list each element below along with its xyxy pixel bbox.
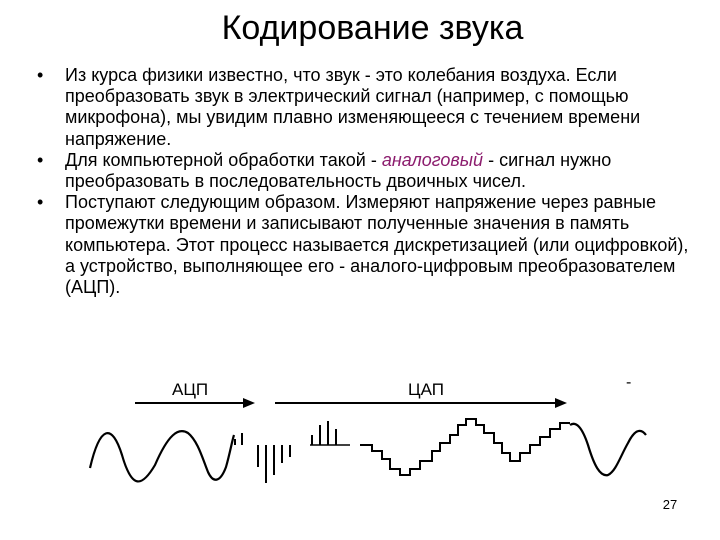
bullet-text: Для компьютерной обработки такой - [65,149,382,170]
bullet-marker: • [37,192,44,213]
bullet-marker: • [37,65,44,85]
highlighted-term: аналоговый [381,149,484,170]
analog-output-wave [570,424,646,475]
dac-arrowhead [555,398,567,408]
dac-label: ЦАП [408,380,444,399]
slide-title: Кодирование звука [221,9,524,47]
bullet-text: Из курса физики известно, что звук - это колебания воздуха. Если преобразовать звук в электрический сигнал (например, с помощью микрофона), мы увидим плавно изменяющееся с течением времени напряжение. [65,65,641,149]
staircase-signal [360,419,570,475]
adc-dac-diagram [60,365,700,500]
analog-input-wave [90,431,234,481]
bullet-marker: • [37,149,44,170]
bullet-item [37,192,697,298]
bullet-item [37,150,697,192]
corner-tick-mark: - [626,374,632,391]
adc-label: АЦП [172,380,209,399]
bullet-list [37,65,697,298]
sampled-pulses [235,421,336,483]
adc-arrowhead [243,398,255,408]
bullet-item [37,65,697,150]
bullet-text-cont: - сигнал нужно преобразовать в последовательность двоичных чисел. [65,149,612,192]
page-number: 27 [662,497,678,512]
bullet-text: Поступают следующим образом. Измеряют напряжение через равные промежутки времени и записывают полученные значения в память компьютера. Этот процесс называется дискретизацией (или оцифровкой), а устройство, выполняющее его - аналого-цифровым преобразователем (АЦП). [65,192,689,298]
